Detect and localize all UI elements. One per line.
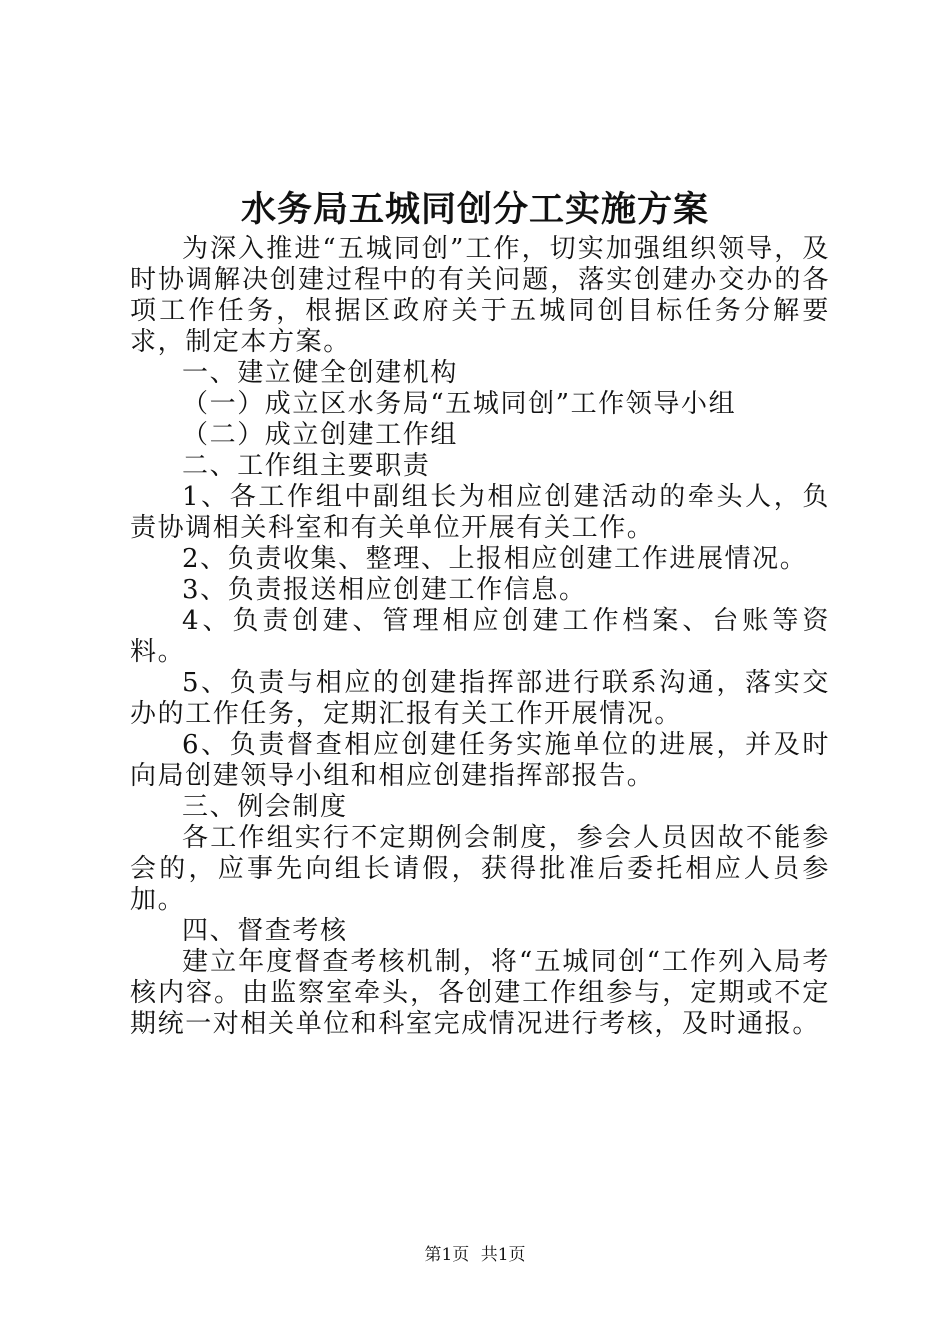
heading-section-1: 一、建立健全创建机构	[182, 358, 459, 388]
heading-section-4: 四、督查考核	[182, 916, 348, 946]
page-total: 共1页	[480, 1245, 526, 1265]
heading-section-3: 三、例会制度	[182, 792, 348, 822]
paragraph-assessment: 建立年度督查考核机制，将“五城同创“工作列入局考核内容。由监察室牵头，各创建工作组参与，定期或不定期统一对相关单位和科室完成情况进行考核，及时通报。	[130, 947, 831, 1039]
document-title: 水务局五城同创分工实施方案	[240, 189, 709, 230]
duty-item-2: 2、负责收集、整理、上报相应创建工作进展情况。	[182, 544, 808, 574]
heading-section-2: 二、工作组主要职责	[182, 451, 431, 481]
paragraph-intro: 为深入推进“五城同创”工作，切实加强组织领导，及时协调解决创建过程中的有关问题，落实创建办交办的各项工作任务，根据区政府关于五城同创目标任务分解要求，制定本方案。	[130, 234, 830, 357]
duty-item-1: 1、各工作组中副组长为相应创建活动的牵头人，负责协调相关科室和有关单位开展有关工作。	[130, 482, 830, 543]
duty-item-6: 6、负责督查相应创建任务实施单位的进展，并及时向局创建领导小组和相应创建指挥部报告。	[130, 730, 830, 791]
duty-item-4: 4、负责创建、管理相应创建工作档案、台账等资料。	[130, 606, 830, 667]
duty-item-5: 5、负责与相应的创建指挥部进行联系沟通，落实交办的工作任务，定期汇报有关工作开展情况。	[130, 668, 830, 729]
subheading-1-1: （一）成立区水务局“五城同创”工作领导小组	[182, 389, 737, 419]
document-body	[130, 234, 830, 1040]
page-number: 第1页	[424, 1245, 470, 1265]
paragraph-meeting: 各工作组实行不定期例会制度，参会人员因故不能参会的，应事先向组长请假，获得批准后委托相应人员参加。	[130, 823, 830, 915]
duty-item-3: 3、负责报送相应创建工作信息。	[182, 575, 587, 605]
subheading-1-2: （二）成立创建工作组	[182, 420, 459, 450]
page-footer	[0, 1244, 950, 1266]
